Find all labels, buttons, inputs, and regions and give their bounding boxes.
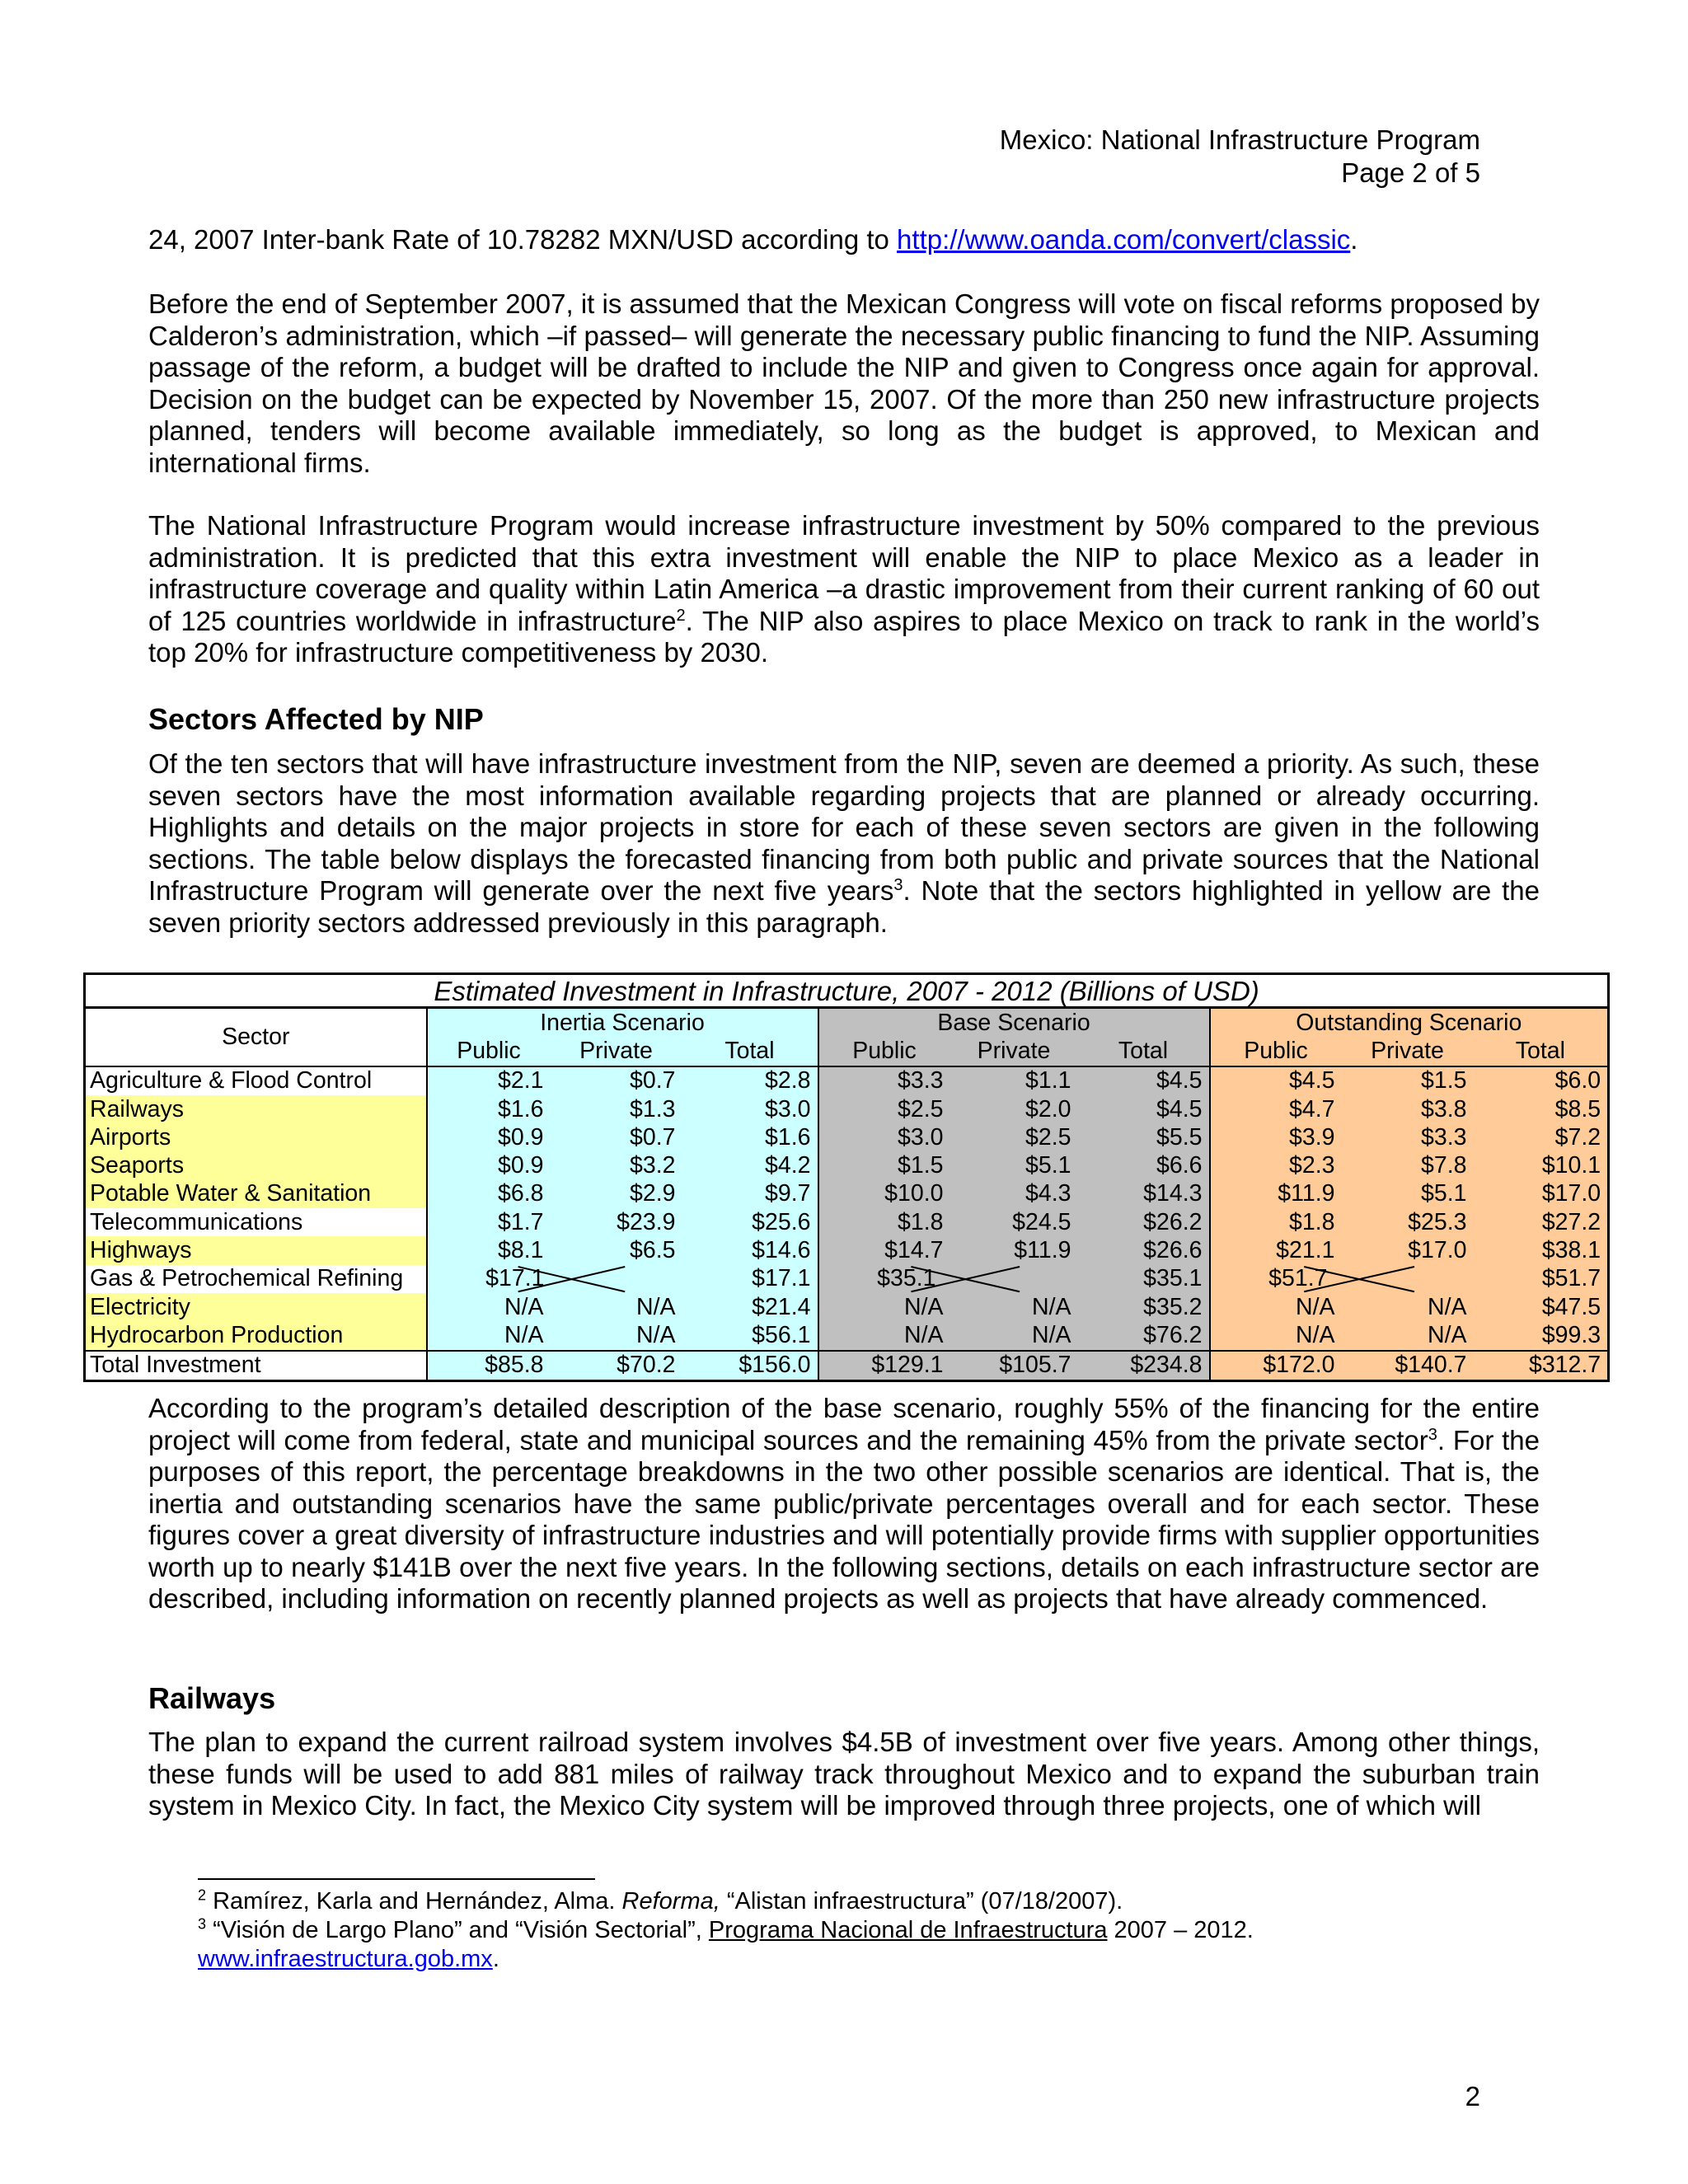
table-row xyxy=(85,1180,1609,1208)
intro-text: 24, 2007 Inter-bank Rate of 10.78282 MXN/USD according to xyxy=(148,224,898,255)
total-row xyxy=(85,1351,1609,1381)
cell-value: N/A xyxy=(1210,1321,1342,1350)
section-title-sectors: Sectors Affected by NIP xyxy=(148,702,484,736)
group-header-outstanding: Outstanding Scenario xyxy=(1210,1008,1609,1038)
cell-value: $8.1 xyxy=(427,1236,551,1264)
sub-header-total: Total xyxy=(1078,1037,1210,1066)
cell-value: $17.1 xyxy=(485,1265,545,1292)
cell-value: $4.5 xyxy=(1210,1066,1342,1095)
cell-value: $25.3 xyxy=(1342,1208,1474,1236)
cell-value: $85.8 xyxy=(427,1351,551,1381)
cell-value: $23.9 xyxy=(551,1208,682,1236)
sector-header: Sector xyxy=(85,1008,427,1066)
cell-value: $6.5 xyxy=(551,1236,682,1264)
cell-value: $21.1 xyxy=(1210,1236,1342,1264)
cell-value: $156.0 xyxy=(682,1351,818,1381)
cell-value: $25.6 xyxy=(682,1208,818,1236)
cell-value: $27.2 xyxy=(1474,1208,1609,1236)
cell-value: $3.3 xyxy=(1342,1123,1474,1151)
paragraph-3-text: According to the program’s detailed description of the base scenario, roughly 55% of the financing for the entire project will come from federal, state and municipal sources and the remaining 45% from the private sector xyxy=(148,1393,1540,1455)
cell-value: $14.7 xyxy=(818,1236,950,1264)
table-row xyxy=(85,1321,1609,1350)
cell-value: $2.3 xyxy=(1210,1151,1342,1179)
cell-value: $6.6 xyxy=(1078,1151,1210,1179)
paragraph-sectors-text: Of the ten sectors that will have infrastructure investment from the NIP, seven are deemed a priority. As such, these seven sectors have the most information available regarding projects that are planned or already occurring. Highlights and details on the major projects in store for each of these seven sectors are given in the following sections. The table below displays the forecasted financing from both public and private sources that the National Infrastructure Program will generate over the next five years xyxy=(148,748,1540,906)
sector-name: Gas & Petrochemical Refining xyxy=(85,1265,427,1293)
cell-value: $1.8 xyxy=(818,1208,950,1236)
sector-name: Agriculture & Flood Control xyxy=(85,1066,427,1095)
section-title-railways: Railways xyxy=(148,1681,276,1715)
cell-value: $2.0 xyxy=(950,1095,1078,1123)
cell-value: $4.3 xyxy=(950,1180,1078,1208)
cell-value: $140.7 xyxy=(1342,1351,1474,1381)
paragraph-1 xyxy=(148,288,1540,479)
cell-value: $76.2 xyxy=(1078,1321,1210,1350)
header-title: Mexico: National Infrastructure Program xyxy=(999,124,1480,155)
sub-header-total: Total xyxy=(682,1037,818,1066)
cell-value: $0.7 xyxy=(551,1123,682,1151)
cell-value: N/A xyxy=(1342,1321,1474,1350)
cell-value: $4.5 xyxy=(1078,1095,1210,1123)
cell-value: $56.1 xyxy=(682,1321,818,1350)
sector-name: Highways xyxy=(85,1236,427,1264)
sector-name: Railways xyxy=(85,1095,427,1123)
paragraph-3-text-end: . For the purposes of this report, the percentage breakdowns in the two other possible scenarios are identical. That is, the inertia and outstanding scenarios have the same public/private percentages overall and for each sector. These figures cover a great diversity of infrastructure industries and will potentially provide firms with supplier opportunities worth up to nearly $141B over the next five years. In the following sections, details on each infrastructure sector are described, including information on recently planned projects as well as projects that have already commenced. xyxy=(148,1424,1540,1614)
cell-value: $35.1 xyxy=(1078,1265,1210,1293)
cell-value: $5.5 xyxy=(1078,1123,1210,1151)
cell-value: $14.3 xyxy=(1078,1180,1210,1208)
table-row xyxy=(85,1208,1609,1236)
cell-value: $1.1 xyxy=(950,1066,1078,1095)
cell-value: $11.9 xyxy=(950,1236,1078,1264)
sub-header-public: Public xyxy=(1210,1037,1342,1066)
cell-value: $1.7 xyxy=(427,1208,551,1236)
header-page-count: Page 2 of 5 xyxy=(1341,157,1480,188)
cell-value: $10.0 xyxy=(818,1180,950,1208)
cell-value: $4.7 xyxy=(1210,1095,1342,1123)
cell-value: $1.8 xyxy=(1210,1208,1342,1236)
cell-value: $3.9 xyxy=(1210,1123,1342,1151)
footnote-3-program-title: Programa Nacional de Infraestructura xyxy=(708,1917,1108,1943)
paragraph-1-text: Before the end of September 2007, it is assumed that the Mexican Congress will vote on fiscal reforms proposed by Calderon’s administration, which –if passed– will generate the necessary public financing to fund the NIP. Assuming passage of the reform, a budget will be drafted to include the NIP and given to Congress once again for approval. Decision on the budget can be expected by November 15, 2007. Of the more than 250 new infrastructure projects planned, tenders will become available immediately, so long as the budget is approved, to Mexican and international firms. xyxy=(148,288,1540,478)
crossed-cell xyxy=(818,1265,1078,1293)
footnote-3-text: “Visión de Largo Plano” and “Visión Sectorial”, xyxy=(206,1917,709,1943)
cell-value: $24.5 xyxy=(950,1208,1078,1236)
cell-value: $2.8 xyxy=(682,1066,818,1095)
cell-value: $312.7 xyxy=(1474,1351,1609,1381)
table-row xyxy=(85,1151,1609,1179)
cell-value: $5.1 xyxy=(1342,1180,1474,1208)
cell-value: $51.7 xyxy=(1474,1265,1609,1293)
cell-value: $47.5 xyxy=(1474,1293,1609,1321)
sub-header-private: Private xyxy=(1342,1037,1474,1066)
cell-value: $1.6 xyxy=(682,1123,818,1151)
footnote-3 xyxy=(198,1916,1517,1945)
cell-value: N/A xyxy=(818,1321,950,1350)
cell-value: $2.9 xyxy=(551,1180,682,1208)
paragraph-railways xyxy=(148,1727,1540,1822)
cell-value: $6.8 xyxy=(427,1180,551,1208)
oanda-link[interactable]: http://www.oanda.com/convert/classic xyxy=(897,224,1351,255)
sector-name: Electricity xyxy=(85,1293,427,1321)
table-row xyxy=(85,1265,1609,1293)
cell-value: $11.9 xyxy=(1210,1180,1342,1208)
cell-value: $1.6 xyxy=(427,1095,551,1123)
investment-table xyxy=(83,972,1610,1382)
cell-value: $1.5 xyxy=(1342,1066,1474,1095)
table-title: Estimated Investment in Infrastructure, 2007 - 2012 (Billions of USD) xyxy=(85,974,1609,1008)
cell-value: $0.7 xyxy=(551,1066,682,1095)
sub-header-private: Private xyxy=(950,1037,1078,1066)
cell-value: N/A xyxy=(427,1293,551,1321)
cell-value: $3.0 xyxy=(682,1095,818,1123)
cell-value: $9.7 xyxy=(682,1180,818,1208)
cell-value: $21.4 xyxy=(682,1293,818,1321)
cell-value: $5.1 xyxy=(950,1151,1078,1179)
footnote-2-number: 2 xyxy=(198,1886,207,1904)
sector-name: Seaports xyxy=(85,1151,427,1179)
sub-header-public: Public xyxy=(818,1037,950,1066)
cell-value: N/A xyxy=(551,1321,682,1350)
cell-value: $14.6 xyxy=(682,1236,818,1264)
cell-value: $17.0 xyxy=(1342,1236,1474,1264)
paragraph-2-text: The National Infrastructure Program would increase infrastructure investment by 50% compared to the previous administration. It is predicted that this extra investment will enable the NIP to place Mexico as a leader in infrastructure coverage and quality within Latin America –a drastic improvement from their current ranking of 60 out of 125 countries worldwide in infrastructure xyxy=(148,510,1540,636)
intro-line xyxy=(148,224,1540,256)
paragraph-3 xyxy=(148,1393,1540,1615)
cell-value: $2.1 xyxy=(427,1066,551,1095)
cell-value: N/A xyxy=(1342,1293,1474,1321)
cell-value: $2.5 xyxy=(818,1095,950,1123)
cell-value: $7.8 xyxy=(1342,1151,1474,1179)
table-row xyxy=(85,1066,1609,1095)
table-row xyxy=(85,1095,1609,1123)
table-row xyxy=(85,1293,1609,1321)
cell-value: N/A xyxy=(427,1321,551,1350)
cell-value: $4.2 xyxy=(682,1151,818,1179)
intro-end: . xyxy=(1350,224,1358,255)
footnote-2-end: “Alistan infraestructura” (07/18/2007). xyxy=(720,1888,1123,1915)
sub-header-private: Private xyxy=(551,1037,682,1066)
footnote-3-end: 2007 – 2012. xyxy=(1107,1917,1254,1943)
cell-value: $10.1 xyxy=(1474,1151,1609,1179)
cell-value: N/A xyxy=(818,1293,950,1321)
paragraph-sectors-text-end: . Note that the sectors highlighted in yellow are the seven priority sectors addressed previously in this paragraph. xyxy=(148,875,1540,938)
cell-value: N/A xyxy=(950,1321,1078,1350)
table-row xyxy=(85,1123,1609,1151)
paragraph-sectors xyxy=(148,748,1540,939)
table-row xyxy=(85,1236,1609,1264)
paragraph-2 xyxy=(148,510,1540,669)
cell-value: $105.7 xyxy=(950,1351,1078,1381)
cell-value: $17.0 xyxy=(1474,1180,1609,1208)
cell-value: $6.0 xyxy=(1474,1066,1609,1095)
footnote-ref-3b[interactable]: 3 xyxy=(1428,1425,1437,1444)
cell-value: $8.5 xyxy=(1474,1095,1609,1123)
footnote-2-text: Ramírez, Karla and Hernández, Alma. xyxy=(206,1888,622,1915)
cell-value: N/A xyxy=(1210,1293,1342,1321)
footnotes xyxy=(198,1887,1517,1974)
paragraph-2-text-end: . The NIP also aspires to place Mexico on track to rank in the world’s top 20% for infrastructure competitiveness by 2030. xyxy=(148,605,1540,668)
cell-value: $99.3 xyxy=(1474,1321,1609,1350)
cell-value: $4.5 xyxy=(1078,1066,1210,1095)
sector-name: Telecommunications xyxy=(85,1208,427,1236)
cell-value: $17.1 xyxy=(682,1265,818,1293)
cell-value: $7.2 xyxy=(1474,1123,1609,1151)
cell-value: N/A xyxy=(551,1293,682,1321)
cell-value: $51.7 xyxy=(1268,1265,1328,1292)
cell-value: $1.5 xyxy=(818,1151,950,1179)
cell-value: $0.9 xyxy=(427,1123,551,1151)
sector-name: Potable Water & Sanitation xyxy=(85,1180,427,1208)
cell-value: $35.2 xyxy=(1078,1293,1210,1321)
cell-value: $0.9 xyxy=(427,1151,551,1179)
footnote-3-link-end: . xyxy=(492,1946,499,1972)
paragraph-railways-text: The plan to expand the current railroad system involves $4.5B of investment over five years. Among other things, these funds will be used to add 881 miles of railway track throughout Mexico and to expand the suburban train system in Mexico City. In fact, the Mexico City system will be improved through three projects, one of which will xyxy=(148,1727,1540,1821)
footnote-3-link-line xyxy=(198,1945,1517,1974)
group-header-inertia: Inertia Scenario xyxy=(427,1008,818,1038)
page-number: 2 xyxy=(1465,2081,1480,2111)
sub-header-public: Public xyxy=(427,1037,551,1066)
cell-value: $3.3 xyxy=(818,1066,950,1095)
cell-value: $129.1 xyxy=(818,1351,950,1381)
sector-name: Total Investment xyxy=(85,1351,427,1381)
crossed-cell xyxy=(427,1265,682,1293)
footnote-divider xyxy=(198,1878,595,1880)
cell-value: $3.2 xyxy=(551,1151,682,1179)
cell-value: $172.0 xyxy=(1210,1351,1342,1381)
cell-value: $3.8 xyxy=(1342,1095,1474,1123)
infraestructura-link[interactable]: www.infraestructura.gob.mx xyxy=(198,1946,493,1972)
cell-value: N/A xyxy=(950,1293,1078,1321)
sector-name: Hydrocarbon Production xyxy=(85,1321,427,1350)
footnote-2-italic: Reforma, xyxy=(621,1888,720,1915)
footnote-3-number: 3 xyxy=(198,1915,207,1933)
cell-value: $1.3 xyxy=(551,1095,682,1123)
cell-value: $70.2 xyxy=(551,1351,682,1381)
cell-value: $38.1 xyxy=(1474,1236,1609,1264)
sub-header-total: Total xyxy=(1474,1037,1609,1066)
cell-value: $26.6 xyxy=(1078,1236,1210,1264)
group-header-base: Base Scenario xyxy=(818,1008,1210,1038)
cell-value: $2.5 xyxy=(950,1123,1078,1151)
cell-value: $234.8 xyxy=(1078,1351,1210,1381)
footnote-ref-2[interactable]: 2 xyxy=(676,606,686,625)
crossed-cell xyxy=(1210,1265,1474,1293)
cell-value: $3.0 xyxy=(818,1123,950,1151)
footnote-ref-3[interactable]: 3 xyxy=(893,876,903,894)
footnote-2 xyxy=(198,1887,1517,1916)
cell-value: $26.2 xyxy=(1078,1208,1210,1236)
page-header xyxy=(1000,124,1480,190)
sector-name: Airports xyxy=(85,1123,427,1151)
cell-value: $35.1 xyxy=(877,1265,936,1292)
